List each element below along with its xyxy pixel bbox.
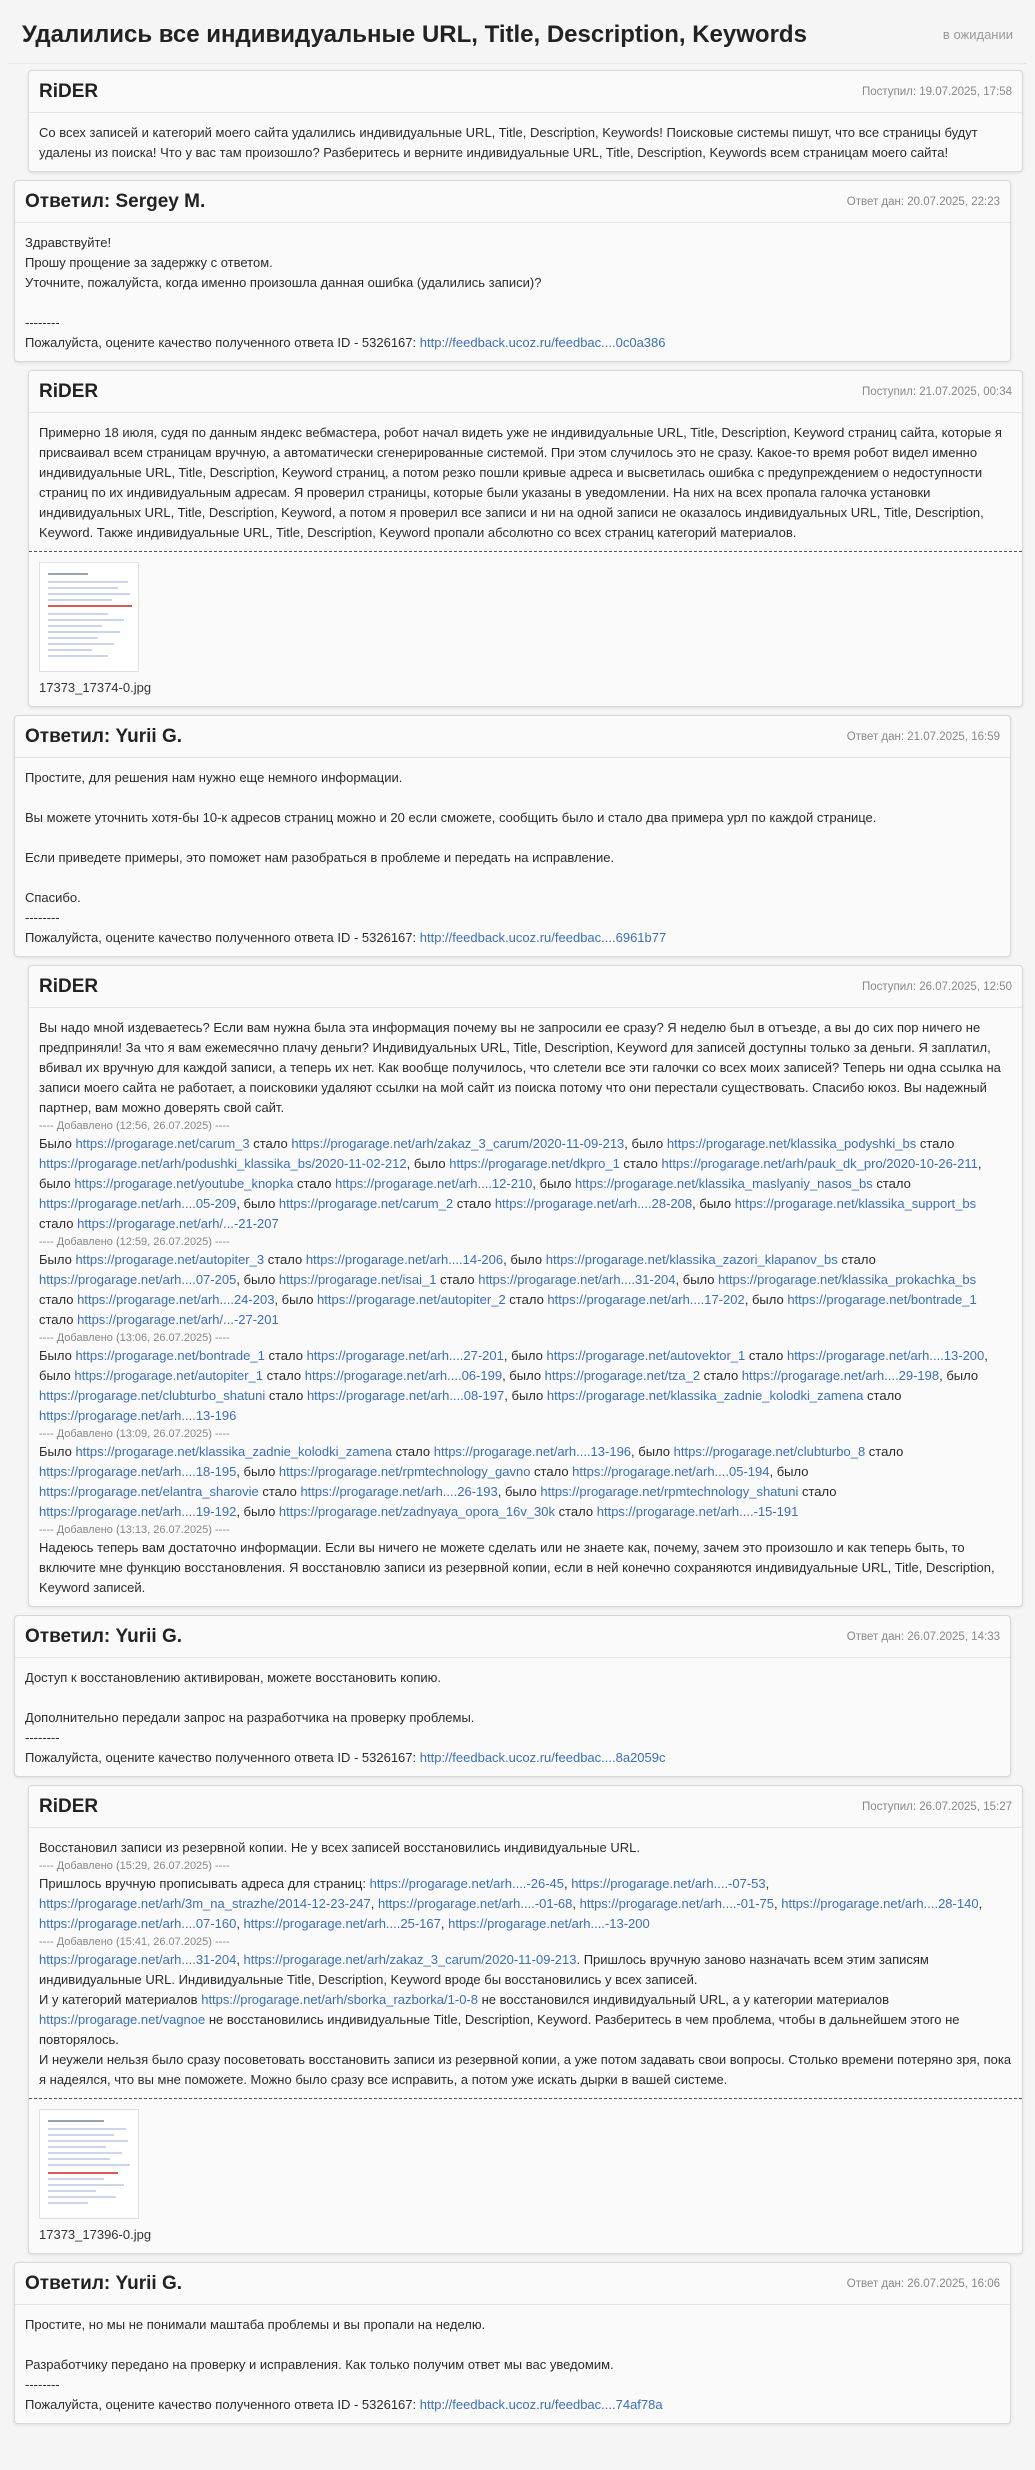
url-list-links: https://progarage.net/arh....-26-45, https://progarage.net/arh....-07-53, https://progarage.net/arh/3m_na_strazhe/2014-12-23-247, https://progarage.net/arh....-01-68, https://progarage.net/arh....-01-75, https://progarage.net/arh....28-140, https://progarage.net/arh....07-160, https://progarage.net/arh....25-167, https://progarage.net/arh....-13-200	[39, 1876, 983, 1931]
message-body	[29, 1828, 1022, 2098]
rating-prefix: Пожалуйста, оцените качество полученного ответа ID - 5326167:	[25, 1750, 417, 1765]
attachment-name: 17373_17374-0.jpg	[39, 680, 152, 695]
rating-prefix: Пожалуйста, оцените качество полученного ответа ID - 5326167:	[25, 930, 417, 945]
url-link[interactable]: https://progarage.net/klassika_maslyaniy_nasos_bs	[575, 1176, 873, 1191]
message-author: RiDER	[39, 975, 99, 997]
url-list-links: https://progarage.net/arh....31-204, https://progarage.net/arh/zakaz_3_carum/2020-11-09-213	[39, 1952, 577, 1967]
message-date: Поступил: 19.07.2025, 17:58	[861, 85, 1012, 98]
url-link[interactable]: https://progarage.net/klassika_zadnie_kolodki_zamena	[546, 1388, 864, 1403]
answer-line: Спасибо.	[25, 890, 81, 905]
answer-line: Дополнительно передали запрос на разработчика на проверку проблемы.	[25, 1710, 475, 1725]
url-link[interactable]: https://progarage.net/klassika_support_bs	[734, 1196, 977, 1211]
url-link[interactable]: https://progarage.net/arh....24-203	[77, 1292, 275, 1307]
url-link[interactable]: https://progarage.net/klassika_zadnie_kolodki_zamena	[75, 1444, 392, 1459]
attachment	[29, 2098, 1022, 2253]
url-link[interactable]: https://progarage.net/arh....07-205	[39, 1272, 237, 1287]
url-link[interactable]: https://progarage.net/arh/pauk_dk_pro/2020-10-26-211	[661, 1156, 978, 1171]
url-link[interactable]: https://progarage.net/arh....29-198	[741, 1368, 940, 1383]
url-link[interactable]: https://progarage.net/arh....17-202	[547, 1292, 745, 1307]
answer-line: Простите, но мы не понимали маштаба проблемы и вы пропали на неделю.	[25, 2317, 486, 2332]
url-link[interactable]: https://progarage.net/arh....19-192	[39, 1504, 237, 1519]
url-link[interactable]: https://progarage.net/autopiter_3	[75, 1252, 265, 1267]
url-pairs: Было https://progarage.net/klassika_zadnie_kolodki_zamena стало https://progarage.net/arh....13-196, было https://progarage.net/clubturbo_8 стало https://progarage.net/arh....18-195, было https://progarage.net/rpmtechnology_gavno стало https://progarage.net/arh....05-194, было https://progarage.net/elantra_sharovie стало https://progarage.net/arh....26-193, было https://progarage.net/rpmtechnology_shatuni стало https://progarage.net/arh....19-192, было https://progarage.net/zadnyaya_opora_16v_30k стало https://progarage.net/arh....-15-191	[39, 1444, 904, 1519]
url-pairs: Было https://progarage.net/bontrade_1 стало https://progarage.net/arh....27-201, было https://progarage.net/autovektor_1 стало https://progarage.net/arh....13-200, было https://progarage.net/autopiter_1 стало https://progarage.net/arh....06-199, было https://progarage.net/tza_2 стало https://progarage.net/arh....29-198, было https://progarage.net/clubturbo_shatuni стало https://progarage.net/arh....08-197, было https://progarage.net/klassika_zadnie_kolodki_zamena стало https://progarage.net/arh....13-196	[39, 1348, 988, 1423]
url-link[interactable]: https://progarage.net/klassika_zazori_klapanov_bs	[545, 1252, 838, 1267]
answer-line: Здравствуйте!	[25, 235, 112, 250]
answer-line: Разработчику передано на проверку и исправления. Как только получим ответ мы вас уведомим.	[25, 2357, 614, 2372]
added-note: ---- Добавлено (12:59, 26.07.2025) ----	[39, 1236, 230, 1248]
message-text: Вы надо мной издеваетесь? Если вам нужна была эта информация почему вы не запросили ее сразу? Я неделю был в отъезде, а вы до сих пор ничего не предприняли! За что я вам ежемесячно плачу деньги? Индивидуальных URL, Title, Description, Keyword для записей доступны только за деньги. Я заплатил, вбивал их вручную для каждой записи, а теперь их нет. Как вообще получилось, что слетели все эти галочки со всех моих записей? Теперь ни одна ссылка на записи моего сайта не работает, а поисковики удаляют ссылки на мой сайт из поиска потому что они перестали существовать. Спасибо юкоз. Вы надежный партнер, вам можно доверять свой сайт.	[39, 1020, 1001, 1115]
support-answer	[14, 180, 1011, 362]
rating-line	[25, 2395, 1000, 2415]
message-text: не восстановились индивидуальные Title, Description, Keyword. Разберитесь в чем проблема, чтобы в дальнейшем этого не повторялось.	[39, 2012, 960, 2047]
answer-separator: --------	[25, 315, 60, 330]
url-link[interactable]: https://progarage.net/arh....-01-68	[377, 1896, 573, 1911]
added-note: ---- Добавлено (15:41, 26.07.2025) ----	[39, 1936, 230, 1948]
category-link[interactable]: https://progarage.net/arh/sborka_razborka/1-0-8	[201, 1992, 478, 2007]
message-text: Пришлось вручную прописывать адреса для страниц:	[39, 1876, 366, 1891]
message-author: RiDER	[39, 1795, 99, 1817]
attachment-thumbnail[interactable]	[39, 562, 139, 672]
answer-date: Ответ дан: 20.07.2025, 22:23	[846, 195, 1000, 208]
url-link[interactable]: https://progarage.net/elantra_sharovie	[39, 1484, 259, 1499]
added-note: ---- Добавлено (13:13, 26.07.2025) ----	[39, 1524, 230, 1536]
feedback-link[interactable]: http://feedback.ucoz.ru/feedbac....74af78a	[419, 2397, 663, 2412]
user-message	[28, 70, 1023, 172]
answer-separator: --------	[25, 2377, 60, 2392]
added-note: ---- Добавлено (13:09, 26.07.2025) ----	[39, 1428, 230, 1440]
answer-separator: --------	[25, 910, 60, 925]
message-text: Надеюсь теперь вам достаточно информации. Если вы ничего не можете сделать или не знаете как, почему, зачем это произошло и как теперь быть, то включите мне функцию восстановления. Я восстановлю записи из резервной копии, если в ней конечно сохраняются индивидуальные URL, Title, Description, Keyword записей.	[39, 1540, 995, 1595]
answer-author: Ответил: Yurii G.	[25, 1625, 183, 1647]
attachment-name: 17373_17396-0.jpg	[39, 2227, 152, 2242]
url-link[interactable]: https://progarage.net/arh....27-201	[306, 1348, 504, 1363]
url-link[interactable]: https://progarage.net/arh....13-200	[786, 1348, 985, 1363]
ticket-title: Удалились все индивидуальные URL, Title, Description, Keywords	[22, 20, 807, 48]
url-link[interactable]: https://progarage.net/arh....-07-53	[571, 1876, 766, 1891]
url-link[interactable]: https://progarage.net/arh....07-160	[39, 1916, 237, 1931]
url-pairs: Было https://progarage.net/carum_3 стало https://progarage.net/arh/zakaz_3_carum/2020-11-09-213, было https://progarage.net/klassika_podyshki_bs стало https://progarage.net/arh/podushki_klassika_bs/2020-11-02-212, было https://progarage.net/dkpro_1 стало https://progarage.net/arh/pauk_dk_pro/2020-10-26-211, было https://progarage.net/youtube_knopka стало https://progarage.net/arh....12-210, было https://progarage.net/klassika_maslyaniy_nasos_bs стало https://progarage.net/arh....05-209, было https://progarage.net/carum_2 стало https://progarage.net/arh....28-208, было https://progarage.net/klassika_support_bs стало https://progarage.net/arh/...-21-207	[39, 1136, 982, 1231]
feedback-link[interactable]: http://feedback.ucoz.ru/feedbac....0c0a386	[419, 335, 666, 350]
message-date: Поступил: 21.07.2025, 00:34	[861, 385, 1012, 398]
message-body	[29, 1008, 1022, 1606]
url-link[interactable]: https://progarage.net/arh....18-195	[39, 1464, 237, 1479]
answer-line: Доступ к восстановлению активирован, можете восстановить копию.	[25, 1670, 442, 1685]
message-date: Поступил: 26.07.2025, 12:50	[861, 980, 1012, 993]
url-link[interactable]: https://progarage.net/arh....12-210	[335, 1176, 533, 1191]
url-link[interactable]: https://progarage.net/arh....-13-200	[448, 1916, 650, 1931]
url-link[interactable]: https://progarage.net/rpmtechnology_shatuni	[540, 1484, 799, 1499]
attachment	[29, 551, 1022, 706]
answer-body	[15, 223, 1010, 361]
answer-date: Ответ дан: 26.07.2025, 14:33	[846, 1630, 1000, 1643]
url-link[interactable]: https://progarage.net/dkpro_1	[449, 1156, 620, 1171]
message-text: И неужели нельзя было сразу посоветовать восстановить записи из резервной копии, а уже потом задавать свои вопросы. Столько времени потеряно зря, пока я надеялся, что вы мне поможете. Можно было сразу все исправить, а потом уже искать дырки в вашей системе.	[39, 2052, 1012, 2087]
url-link[interactable]: https://progarage.net/autovektor_1	[546, 1348, 746, 1363]
message-body	[29, 113, 1022, 171]
url-link[interactable]: https://progarage.net/arh....-15-191	[596, 1504, 799, 1519]
attachment-thumbnail[interactable]	[39, 2109, 139, 2219]
url-link[interactable]: https://progarage.net/arh....26-193	[300, 1484, 498, 1499]
url-link[interactable]: https://progarage.net/arh....-26-45	[369, 1876, 564, 1891]
added-note: ---- Добавлено (13:06, 26.07.2025) ----	[39, 1332, 230, 1344]
ticket-header	[8, 6, 1027, 64]
category-link[interactable]: https://progarage.net/vagnoe	[39, 2012, 206, 2027]
url-link[interactable]: https://progarage.net/youtube_knopka	[74, 1176, 294, 1191]
url-link[interactable]: https://progarage.net/arh/zakaz_3_carum/2020-11-09-213	[243, 1952, 577, 1967]
url-list: https://progarage.net/arh....31-204, https://progarage.net/arh/zakaz_3_carum/2020-11-09-213. Пришлось вручную заново назначать всем этим записям индивидуальные URL. Индивидуальные Title, Description, Keyword вроде бы восстановились у всех записей.	[39, 1952, 929, 1987]
message-text: Со всех записей и категорий моего сайта удалились индивидуальные URL, Title, Description, Keywords! Поисковые системы пишут, что все страницы будут удалены из поиска! Что у вас там произошло? Разберитесь и верните индивидуальные URL, Title, Description, Keywords всем страницам моего сайта!	[39, 125, 978, 160]
url-link[interactable]: https://progarage.net/arh....28-140	[781, 1896, 979, 1911]
url-pairs: Было https://progarage.net/autopiter_3 стало https://progarage.net/arh....14-206, было https://progarage.net/klassika_zazori_klapanov_bs стало https://progarage.net/arh....07-205, было https://progarage.net/isai_1 стало https://progarage.net/arh....31-204, было https://progarage.net/klassika_prokachka_bs стало https://progarage.net/arh....24-203, было https://progarage.net/autopiter_2 стало https://progarage.net/arh....17-202, было https://progarage.net/bontrade_1 стало https://progarage.net/arh/...-27-201	[39, 1252, 977, 1327]
url-list	[39, 1874, 1012, 1934]
url-link[interactable]: https://progarage.net/klassika_prokachka_bs	[718, 1272, 977, 1287]
answer-author: Ответил: Sergey M.	[25, 190, 206, 212]
added-note: ---- Добавлено (15:29, 26.07.2025) ----	[39, 1860, 230, 1872]
url-link[interactable]: https://progarage.net/arh....05-209	[39, 1196, 237, 1211]
answer-author: Ответил: Yurii G.	[25, 725, 183, 747]
message-text: И у категорий материалов	[39, 1992, 198, 2007]
answer-line: Если приведете примеры, это поможет нам разобраться в проблеме и передать на исправление.	[25, 850, 615, 865]
url-link[interactable]: https://progarage.net/arh....-01-75	[579, 1896, 775, 1911]
url-link[interactable]: https://progarage.net/arh/...-27-201	[77, 1312, 279, 1327]
message-text: Примерно 18 июля, судя по данным яндекс вебмастера, робот начал видеть уже не индивидуальные URL, Title, Description, Keyword страниц сайта, которые я присваивал всем страницам вручную, а автоматически сгенерированные системой. При этом случилось это не сразу. Какое-то время робот видел именно индивидуальные URL, Title, Description, Keyword страниц, а потом резко пошли кривые адреса и высветилась ошибка с предупреждением о недоступности страниц по их индивидуальным адресам. Я проверил страницы, которые были указаны в уведомлении. На них на всех пропала галочка установки индивидуальных URL, Title, Description, Keyword, а потом я проверил все записи и ни на одной записи не оказалось индивидуальных URL, Title, Description, Keyword. Также индивидуальные URL, Title, Description, Keyword пропали абсолютно со всех страниц категорий материалов.	[39, 425, 1002, 540]
support-answer	[14, 2262, 1011, 2424]
url-link[interactable]: https://progarage.net/zadnyaya_opora_16v_30k	[278, 1504, 556, 1519]
rating-prefix: Пожалуйста, оцените качество полученного ответа ID - 5326167:	[25, 335, 417, 350]
user-message	[28, 1785, 1023, 2254]
message-text: не восстановился индивидуальный URL, а у категории материалов	[481, 1992, 890, 2007]
url-link[interactable]: https://progarage.net/autopiter_1	[74, 1368, 264, 1383]
answer-date: Ответ дан: 26.07.2025, 16:06	[846, 2277, 1000, 2290]
url-link[interactable]: https://progarage.net/carum_2	[278, 1196, 454, 1211]
answer-date: Ответ дан: 21.07.2025, 16:59	[846, 730, 1000, 743]
rating-line	[25, 928, 1000, 948]
ticket-status: в ожидании	[942, 26, 1013, 42]
url-link[interactable]: https://progarage.net/arh....13-196	[433, 1444, 632, 1459]
category-note	[39, 1990, 1012, 2050]
rating-line	[25, 1748, 1000, 1768]
user-message	[28, 965, 1023, 1607]
url-link[interactable]: https://progarage.net/arh....08-197	[306, 1388, 505, 1403]
answer-body	[15, 2305, 1010, 2423]
url-link[interactable]: https://progarage.net/bontrade_1	[75, 1348, 265, 1363]
url-link[interactable]: https://progarage.net/arh/podushki_klassika_bs/2020-11-02-212	[39, 1156, 407, 1171]
url-link[interactable]: https://progarage.net/arh....31-204	[39, 1952, 237, 1967]
support-answer	[14, 715, 1011, 957]
url-link[interactable]: https://progarage.net/arh....06-199	[304, 1368, 503, 1383]
url-link[interactable]: https://progarage.net/clubturbo_shatuni	[39, 1388, 266, 1403]
message-body	[29, 413, 1022, 551]
url-link[interactable]: https://progarage.net/klassika_podyshki_bs	[666, 1136, 917, 1151]
url-link[interactable]: https://progarage.net/arh/...-21-207	[77, 1216, 279, 1231]
feedback-link[interactable]: http://feedback.ucoz.ru/feedbac....6961b77	[419, 930, 667, 945]
url-link[interactable]: https://progarage.net/arh....13-196	[39, 1408, 237, 1423]
answer-separator: --------	[25, 1730, 60, 1745]
url-link[interactable]: https://progarage.net/arh....25-167	[243, 1916, 441, 1931]
url-link[interactable]: https://progarage.net/arh....14-206	[305, 1252, 504, 1267]
url-link[interactable]: https://progarage.net/isai_1	[278, 1272, 437, 1287]
answer-author: Ответил: Yurii G.	[25, 2272, 183, 2294]
url-link[interactable]: https://progarage.net/arh/3m_na_strazhe/2014-12-23-247	[39, 1896, 371, 1911]
rating-line	[25, 333, 1000, 353]
message-text: Восстановил записи из резервной копии. Не у всех записей восстановились индивидуальные URL.	[39, 1840, 640, 1855]
url-link[interactable]: https://progarage.net/tza_2	[544, 1368, 701, 1383]
url-link[interactable]: https://progarage.net/clubturbo_8	[673, 1444, 866, 1459]
url-link[interactable]: https://progarage.net/carum_3	[75, 1136, 250, 1151]
message-author: RiDER	[39, 80, 99, 102]
url-link[interactable]: https://progarage.net/arh....31-204	[478, 1272, 676, 1287]
url-link[interactable]: https://progarage.net/bontrade_1	[787, 1292, 977, 1307]
url-link[interactable]: https://progarage.net/arh....05-194	[572, 1464, 770, 1479]
url-link[interactable]: https://progarage.net/autopiter_2	[317, 1292, 506, 1307]
answer-line: Уточните, пожалуйста, когда именно произошла данная ошибка (удалились записи)?	[25, 275, 542, 290]
url-link[interactable]: https://progarage.net/arh/zakaz_3_carum/2020-11-09-213	[291, 1136, 625, 1151]
answer-body	[15, 1658, 1010, 1776]
rating-prefix: Пожалуйста, оцените качество полученного ответа ID - 5326167:	[25, 2397, 417, 2412]
message-date: Поступил: 26.07.2025, 15:27	[861, 1800, 1012, 1813]
message-author: RiDER	[39, 380, 99, 402]
url-link[interactable]: https://progarage.net/arh....28-208	[494, 1196, 693, 1211]
added-note: ---- Добавлено (12:56, 26.07.2025) ----	[39, 1120, 230, 1132]
user-message	[28, 370, 1023, 707]
url-link[interactable]: https://progarage.net/rpmtechnology_gavno	[278, 1464, 531, 1479]
answer-line: Вы можете уточнить хотя-бы 10-к адресов страниц можно и 20 если сможете, сообщить было и стало два примера урл по каждой странице.	[25, 810, 877, 825]
answer-body	[15, 758, 1010, 956]
answer-line: Прошу прощение за задержку с ответом.	[25, 255, 273, 270]
support-answer	[14, 1615, 1011, 1777]
message-text: Пришлось вручную заново назначать всем этим записям индивидуальные URL. Индивидуальные Title, Description, Keyword вроде бы восстановились у всех записей.	[39, 1952, 929, 1987]
answer-line: Простите, для решения нам нужно еще немного информации.	[25, 770, 403, 785]
feedback-link[interactable]: http://feedback.ucoz.ru/feedbac....8a2059c	[419, 1750, 666, 1765]
